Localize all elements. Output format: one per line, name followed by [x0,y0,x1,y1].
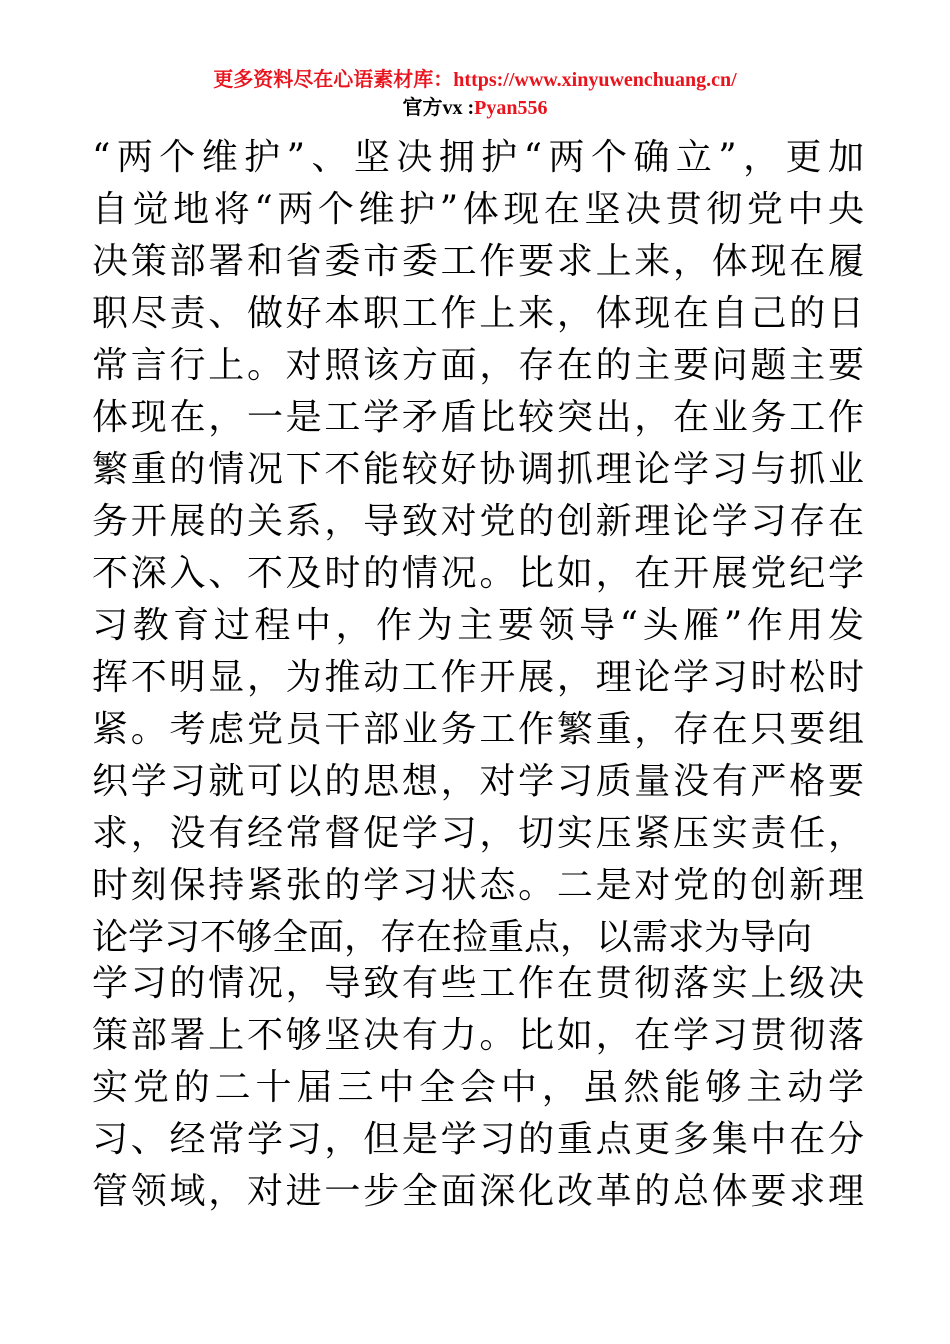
text-line: 不深入、不及时的情况。比如，在开展党纪学 [92,553,864,594]
body-text-block-1 [92,132,864,964]
body-text-block-2 [92,958,864,1218]
text-line: 时刻保持紧张的学习状态。二是对党的创新理 [92,865,864,906]
text-line: “两个维护”、坚决拥护“两个确立”，更加 [92,137,864,178]
text-line: 习、经常学习，但是学习的重点更多集中在分 [92,1119,864,1160]
text-line: 管领域，对进一步全面深化改革的总体要求理 [92,1171,864,1212]
text-line: 织学习就可以的思想，对学习质量没有严格要 [92,761,864,802]
text-line: 挥不明显，为推动工作开展，理论学习时松时 [92,657,864,698]
text-line: 决策部署和省委市委工作要求上来，体现在履 [92,241,864,282]
text-line: 习教育过程中，作为主要领导“头雁”作用发 [92,605,864,646]
header-source-line: 更多资料尽在心语素材库：https://www.xinyuwenchuang.cn/ [213,69,737,91]
text-line: 求，没有经常督促学习，切实压紧压实责任， [92,813,864,854]
text-line: 常言行上。对照该方面，存在的主要问题主要 [92,345,864,386]
text-line: 繁重的情况下不能较好协调抓理论学习与抓业 [92,449,864,490]
text-line: 实党的二十届三中全会中，虽然能够主动学 [92,1067,864,1108]
text-line: 职尽责、做好本职工作上来，体现在自己的日 [92,293,864,334]
contact-label: 官方vx : [402,97,475,119]
text-line: 学习的情况，导致有些工作在贯彻落实上级决 [92,963,864,1004]
header-contact-line [0,94,950,122]
text-line: 策部署上不够坚决有力。比如，在学习贯彻落 [92,1015,864,1056]
text-line: 自觉地将“两个维护”体现在坚决贯彻党中央 [92,189,864,230]
text-line: 务开展的关系，导致对党的创新理论学习存在 [92,501,864,542]
text-line: 紧。考虑党员干部业务工作繁重，存在只要组 [92,709,864,750]
text-line: 体现在，一是工学矛盾比较突出，在业务工作 [92,397,864,438]
text-line: 论学习不够全面，存在捡重点，以需求为导向 [92,917,813,958]
contact-id: Pyan556 [474,97,548,119]
